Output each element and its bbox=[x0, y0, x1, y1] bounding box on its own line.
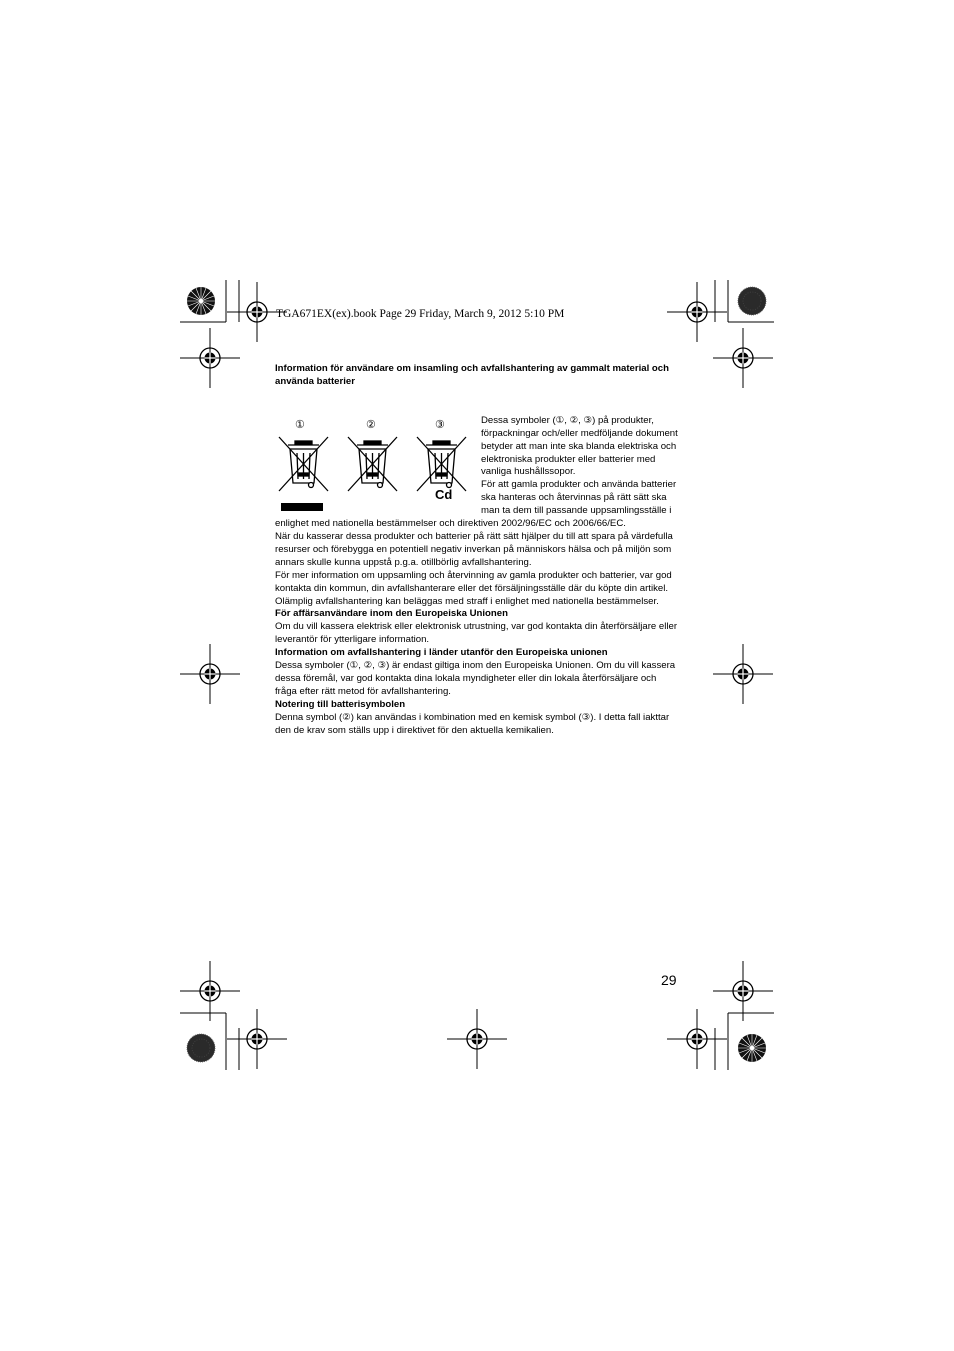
chemical-symbol: Cd bbox=[435, 486, 453, 502]
page-number: 29 bbox=[661, 972, 677, 988]
book-header: TGA671EX(ex).book Page 29 Friday, March 9, 2012 5:10 PM bbox=[276, 308, 565, 320]
crossed-out-bin-icon bbox=[417, 437, 466, 491]
battery-note-text: Denna symbol (②) kan användas i kombination med en kemisk symbol (③). I detta fall iakttar den de krav som ställs upp i direktivet för den aktuella kemikalien. bbox=[275, 711, 670, 736]
crossed-out-bin-icon bbox=[348, 437, 397, 491]
symbol-label-2: ② bbox=[366, 418, 376, 431]
business-users-title: För affärsanvändare inom den Europeiska Unionen bbox=[275, 608, 508, 620]
symbol-label-1: ① bbox=[295, 418, 305, 431]
battery-note-title: Notering till batterisymbolen bbox=[275, 698, 406, 710]
business-users-text: Om du vill kassera elektrisk eller elektronisk utrustning, var god kontakta din återförsäljare eller leverantör för ytterligare information. bbox=[275, 621, 678, 646]
crossed-out-bin-icon bbox=[279, 437, 328, 491]
outside-eu-title: Information om avfallshantering i länder utanför den Europeiska unionen bbox=[275, 647, 608, 659]
section-title: Information för användare om insamling och avfallshantering av gammalt material och använda batterier bbox=[275, 363, 669, 387]
disposal-symbols bbox=[275, 389, 481, 517]
paragraph-more-info: För mer information om uppsamling och återvinning av gamla produkter och batterier, var god kontakta din kommun, din avfallshanterare eller det försäljningsställe där du köpte din artikel. bbox=[275, 569, 672, 594]
paragraph-symbols-meaning: Dessa symboler (①, ②, ③) på produkter, förpackningar och/eller medföljande dokument betyder att man inte ska blanda elektriska och elektroniska produkter eller batterier med vanliga hushållssopor. bbox=[481, 414, 678, 478]
solid-bar bbox=[281, 503, 323, 511]
page-content bbox=[275, 363, 680, 737]
symbol-label-3: ③ bbox=[435, 418, 445, 431]
paragraph-resources: När du kasserar dessa produkter och batterier på rätt sätt hjälper du till att spara på värdefulla resurser och förebygga en potentiell negativ inverkan på människors hälsa och på miljön som annars skulle kunna uppstå p.g.a. otillbörlig avfallshantering. bbox=[275, 530, 673, 568]
paragraph-penalty: Olämplig avfallshantering kan beläggas med straff i enlighet med nationella bestämmelser. bbox=[275, 595, 659, 607]
outside-eu-text: Dessa symboler (①, ②, ③) är endast giltiga inom den Europeiska Unionen. Om du vill kassera dessa föremål, var god kontakta dina lokala myndigheter eller din lokala återförsäljare och fråga efter rätt metod för avfallshantering. bbox=[275, 660, 676, 697]
paragraph-recycling: För att gamla produkter och använda batterier ska hanteras och återvinnas på rätt sätt ska man ta dem till passande uppsamlingsställe i enlighet med nationella bestämmelser och direktiven 2002/96/EC och 2006/66/EC. bbox=[275, 479, 677, 530]
